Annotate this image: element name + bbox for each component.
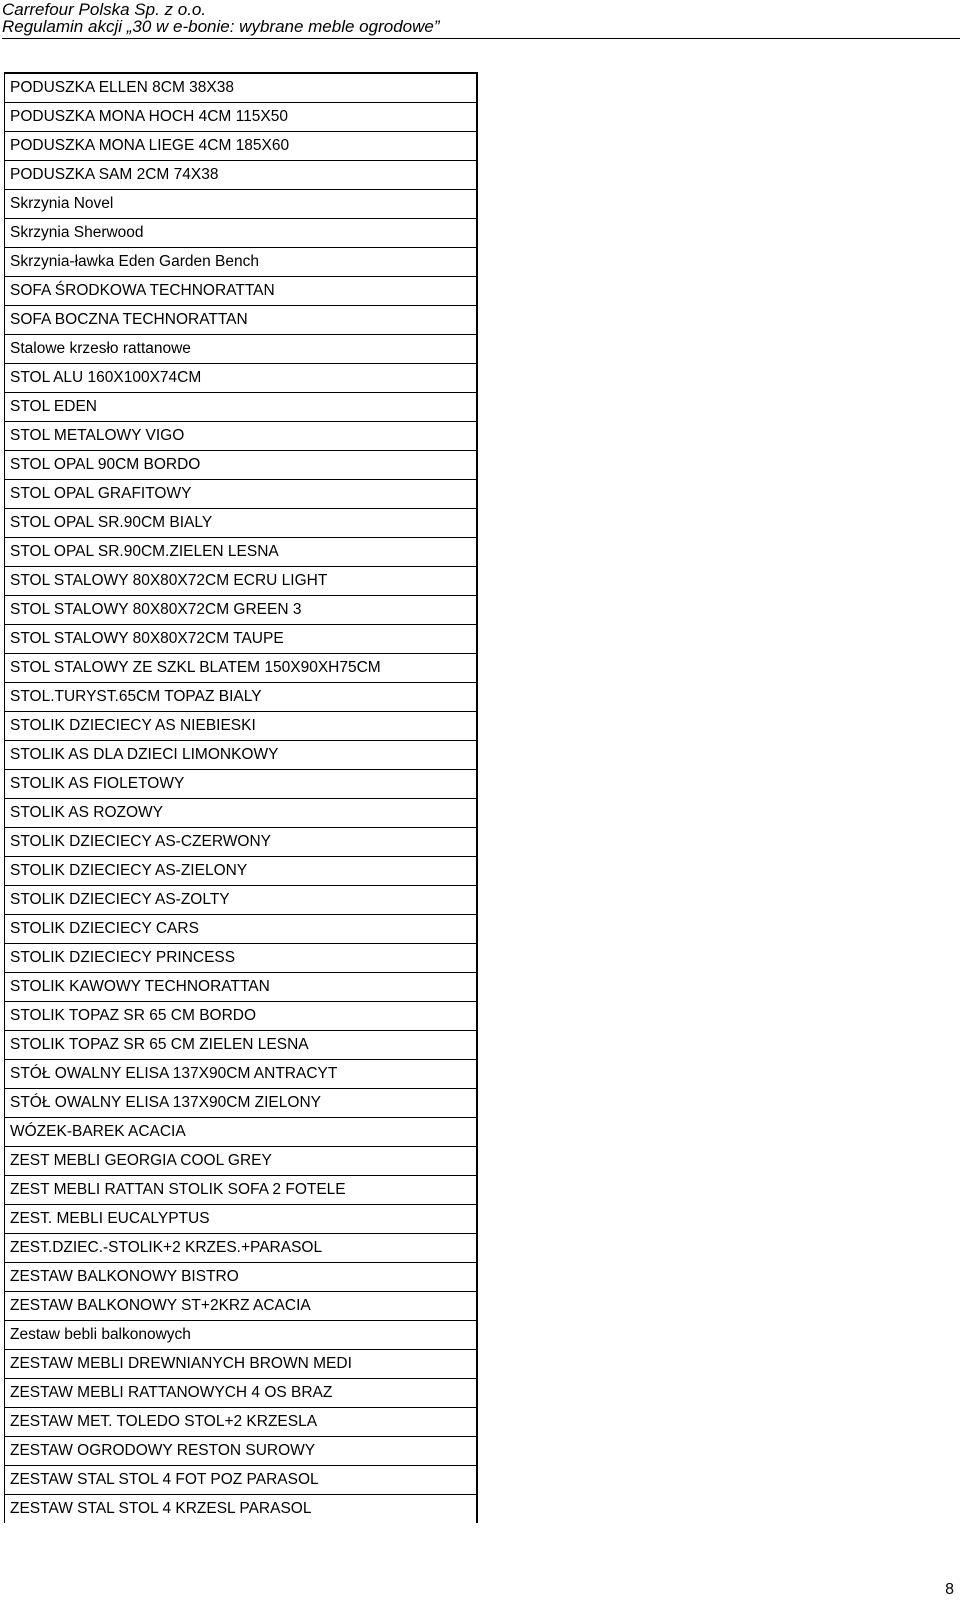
table-row: [5, 132, 478, 161]
product-name-cell: STOL EDEN: [5, 393, 478, 422]
table-row: [5, 161, 478, 190]
product-name-cell: ZEST MEBLI GEORGIA COOL GREY: [5, 1147, 478, 1176]
product-name-cell: SOFA BOCZNA TECHNORATTAN: [5, 306, 478, 335]
product-table: [4, 72, 478, 1523]
product-name-cell: STOLIK DZIECIECY CARS: [5, 915, 478, 944]
product-name-cell: ZESTAW MEBLI DREWNIANYCH BROWN MEDI: [5, 1350, 478, 1379]
table-row: [5, 1321, 478, 1350]
product-name-cell: STOL OPAL GRAFITOWY: [5, 480, 478, 509]
table-row: [5, 712, 478, 741]
product-name-cell: ZEST.DZIEC.-STOLIK+2 KRZES.+PARASOL: [5, 1234, 478, 1263]
table-row: [5, 335, 478, 364]
product-name-cell: PODUSZKA SAM 2CM 74X38: [5, 161, 478, 190]
table-row: [5, 886, 478, 915]
table-row: [5, 799, 478, 828]
product-name-cell: Zestaw bebli balkonowych: [5, 1321, 478, 1350]
table-row: [5, 248, 478, 277]
table-row: [5, 538, 478, 567]
table-row: [5, 683, 478, 712]
table-row: [5, 973, 478, 1002]
product-name-cell: STOL METALOWY VIGO: [5, 422, 478, 451]
product-name-cell: STOLIK AS ROZOWY: [5, 799, 478, 828]
product-name-cell: Skrzynia-ławka Eden Garden Bench: [5, 248, 478, 277]
table-row: [5, 1089, 478, 1118]
table-row: [5, 1437, 478, 1466]
table-row: [5, 1002, 478, 1031]
product-name-cell: STOLIK DZIECIECY AS-CZERWONY: [5, 828, 478, 857]
table-row: [5, 1234, 478, 1263]
product-name-cell: STOL OPAL SR.90CM.ZIELEN LESNA: [5, 538, 478, 567]
table-row: [5, 277, 478, 306]
product-table-body: [5, 73, 478, 1523]
product-name-cell: STOL OPAL 90CM BORDO: [5, 451, 478, 480]
product-name-cell: ZESTAW MET. TOLEDO STOL+2 KRZESLA: [5, 1408, 478, 1437]
table-row: [5, 190, 478, 219]
table-row: [5, 73, 478, 103]
table-row: [5, 480, 478, 509]
product-name-cell: PODUSZKA MONA HOCH 4CM 115X50: [5, 103, 478, 132]
product-name-cell: ZESTAW STAL STOL 4 KRZESL PARASOL: [5, 1495, 478, 1524]
table-row: [5, 103, 478, 132]
table-row: [5, 422, 478, 451]
table-row: [5, 1147, 478, 1176]
product-name-cell: STOL OPAL SR.90CM BIALY: [5, 509, 478, 538]
table-row: [5, 451, 478, 480]
table-row: [5, 219, 478, 248]
product-name-cell: ZEST. MEBLI EUCALYPTUS: [5, 1205, 478, 1234]
product-name-cell: WÓZEK-BAREK ACACIA: [5, 1118, 478, 1147]
product-name-cell: Skrzynia Novel: [5, 190, 478, 219]
table-row: [5, 1350, 478, 1379]
table-row: [5, 741, 478, 770]
header-divider: [2, 38, 960, 39]
product-name-cell: SOFA ŚRODKOWA TECHNORATTAN: [5, 277, 478, 306]
product-name-cell: STOL.TURYST.65CM TOPAZ BIALY: [5, 683, 478, 712]
table-row: [5, 1263, 478, 1292]
table-row: [5, 857, 478, 886]
table-row: [5, 364, 478, 393]
page-number: 8: [945, 1581, 954, 1598]
table-row: [5, 625, 478, 654]
product-name-cell: ZESTAW BALKONOWY BISTRO: [5, 1263, 478, 1292]
table-row: [5, 509, 478, 538]
company-name: Carrefour Polska Sp. z o.o.: [2, 0, 207, 19]
table-row: [5, 1031, 478, 1060]
table-row: [5, 1118, 478, 1147]
product-name-cell: ZESTAW OGRODOWY RESTON SUROWY: [5, 1437, 478, 1466]
product-name-cell: STOL STALOWY 80X80X72CM TAUPE: [5, 625, 478, 654]
product-name-cell: STOL STALOWY 80X80X72CM ECRU LIGHT: [5, 567, 478, 596]
product-name-cell: ZESTAW BALKONOWY ST+2KRZ ACACIA: [5, 1292, 478, 1321]
document-subtitle: Regulamin akcji „30 w e-bonie: wybrane meble ogrodowe”: [2, 17, 440, 36]
table-row: [5, 1495, 478, 1524]
table-row: [5, 596, 478, 625]
product-name-cell: STOLIK DZIECIECY PRINCESS: [5, 944, 478, 973]
table-row: [5, 1379, 478, 1408]
table-row: [5, 1060, 478, 1089]
product-name-cell: STÓŁ OWALNY ELISA 137X90CM ANTRACYT: [5, 1060, 478, 1089]
product-name-cell: STOLIK DZIECIECY AS-ZOLTY: [5, 886, 478, 915]
product-name-cell: STOL STALOWY 80X80X72CM GREEN 3: [5, 596, 478, 625]
table-row: [5, 944, 478, 973]
product-name-cell: PODUSZKA ELLEN 8CM 38X38: [5, 73, 478, 103]
table-row: [5, 828, 478, 857]
product-name-cell: ZESTAW STAL STOL 4 FOT POZ PARASOL: [5, 1466, 478, 1495]
table-row: [5, 1205, 478, 1234]
table-row: [5, 1176, 478, 1205]
product-name-cell: STOL ALU 160X100X74CM: [5, 364, 478, 393]
product-name-cell: STOLIK DZIECIECY AS NIEBIESKI: [5, 712, 478, 741]
product-name-cell: STÓŁ OWALNY ELISA 137X90CM ZIELONY: [5, 1089, 478, 1118]
table-row: [5, 306, 478, 335]
product-name-cell: Stalowe krzesło rattanowe: [5, 335, 478, 364]
product-name-cell: STOLIK AS FIOLETOWY: [5, 770, 478, 799]
product-name-cell: STOLIK TOPAZ SR 65 CM ZIELEN LESNA: [5, 1031, 478, 1060]
product-name-cell: STOLIK KAWOWY TECHNORATTAN: [5, 973, 478, 1002]
product-name-cell: Skrzynia Sherwood: [5, 219, 478, 248]
product-name-cell: STOLIK DZIECIECY AS-ZIELONY: [5, 857, 478, 886]
table-row: [5, 915, 478, 944]
table-row: [5, 770, 478, 799]
table-row: [5, 567, 478, 596]
product-name-cell: ZEST MEBLI RATTAN STOLIK SOFA 2 FOTELE: [5, 1176, 478, 1205]
product-name-cell: ZESTAW MEBLI RATTANOWYCH 4 OS BRAZ: [5, 1379, 478, 1408]
table-row: [5, 1466, 478, 1495]
table-row: [5, 1292, 478, 1321]
product-name-cell: STOLIK AS DLA DZIECI LIMONKOWY: [5, 741, 478, 770]
table-row: [5, 654, 478, 683]
product-name-cell: PODUSZKA MONA LIEGE 4CM 185X60: [5, 132, 478, 161]
product-name-cell: STOLIK TOPAZ SR 65 CM BORDO: [5, 1002, 478, 1031]
table-row: [5, 1408, 478, 1437]
table-row: [5, 393, 478, 422]
product-name-cell: STOL STALOWY ZE SZKL BLATEM 150X90XH75CM: [5, 654, 478, 683]
